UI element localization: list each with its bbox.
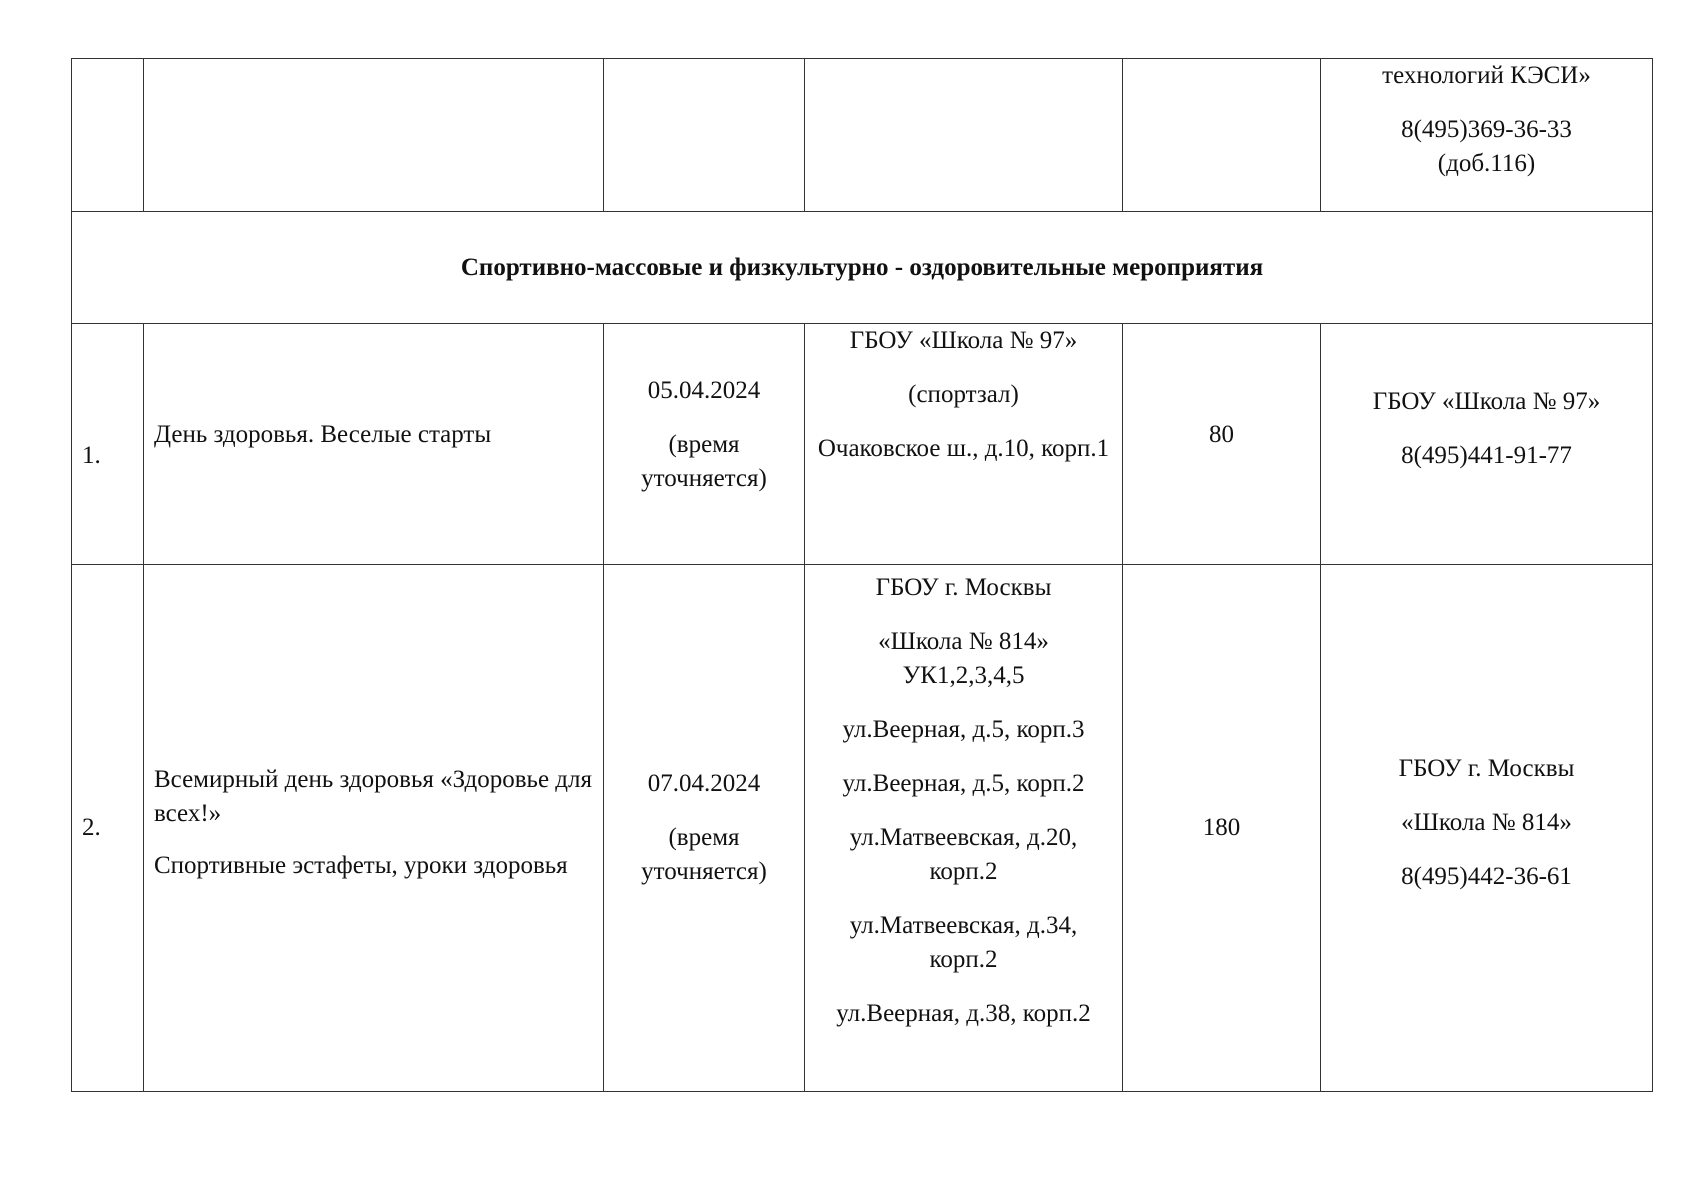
date-cell [604, 565, 805, 1092]
contact-phone: 8(495)442-36-61 [1401, 863, 1572, 890]
venue-line: ул.Веерная, д.38, корп.2 [836, 1000, 1091, 1027]
venue-cell [805, 59, 1123, 212]
venue-line: ул.Матвеевская, д.34, корп.2 [849, 912, 1078, 973]
contact-ext: (доб.116) [1437, 150, 1536, 177]
contact-cell [1321, 565, 1653, 1092]
contact-phone: 8(495)441-91-77 [1401, 442, 1572, 469]
venue-cell [805, 565, 1123, 1092]
participants-cell [1123, 59, 1321, 212]
section-title: Спортивно-массовые и физкультурно - оздоровительные мероприятия [72, 212, 1653, 324]
contact-cell [1321, 324, 1653, 565]
venue-line: ул.Веерная, д.5, корп.3 [842, 716, 1085, 743]
date-cell [604, 324, 805, 565]
event-name: Всемирный день здоровья «Здоровье для всех!» [154, 766, 592, 827]
venue-line: ул.Веерная, д.5, корп.2 [842, 770, 1085, 797]
venue-line: ГБОУ г. Москвы [875, 574, 1052, 601]
event-name: День здоровья. Веселые старты [154, 421, 492, 448]
venue-line: «Школа № 814» УК1,2,3,4,5 [878, 628, 1049, 689]
date-cell [604, 59, 805, 212]
contact-cell [1321, 59, 1653, 212]
participants-cell: 80 [1123, 324, 1321, 565]
venue-cell [805, 324, 1123, 565]
event-date: 05.04.2024 [647, 377, 761, 404]
events-table [71, 58, 1653, 1092]
venue-line: (спортзал) [908, 381, 1019, 408]
contact-org: ГБОУ г. Москвы [1398, 755, 1575, 782]
time-note: (время уточняется) [641, 824, 767, 885]
row-number: 2. [72, 565, 144, 1092]
time-note: (время уточняется) [641, 431, 767, 492]
section-row [72, 212, 1653, 324]
event-name-cell [144, 324, 604, 565]
table-row [72, 565, 1653, 1092]
venue-line: ГБОУ «Школа № 97» [849, 327, 1078, 354]
venue-line: ул.Матвеевская, д.20, корп.2 [849, 824, 1078, 885]
contact-org: ГБОУ «Школа № 97» [1372, 388, 1601, 415]
event-date: 07.04.2024 [647, 770, 761, 797]
contact-phone: 8(495)369-36-33 [1401, 116, 1572, 143]
event-name-cell [144, 565, 604, 1092]
contact-school: «Школа № 814» [1401, 809, 1572, 836]
contact-org: технологий КЭСИ» [1382, 62, 1591, 89]
venue-line: Очаковское ш., д.10, корп.1 [817, 435, 1110, 462]
table-row [72, 324, 1653, 565]
event-description: Спортивные эстафеты, уроки здоровья [154, 852, 568, 879]
num-cell [72, 59, 144, 212]
participants-cell: 180 [1123, 565, 1321, 1092]
table-row [72, 59, 1653, 212]
row-number: 1. [72, 324, 144, 565]
name-cell [144, 59, 604, 212]
